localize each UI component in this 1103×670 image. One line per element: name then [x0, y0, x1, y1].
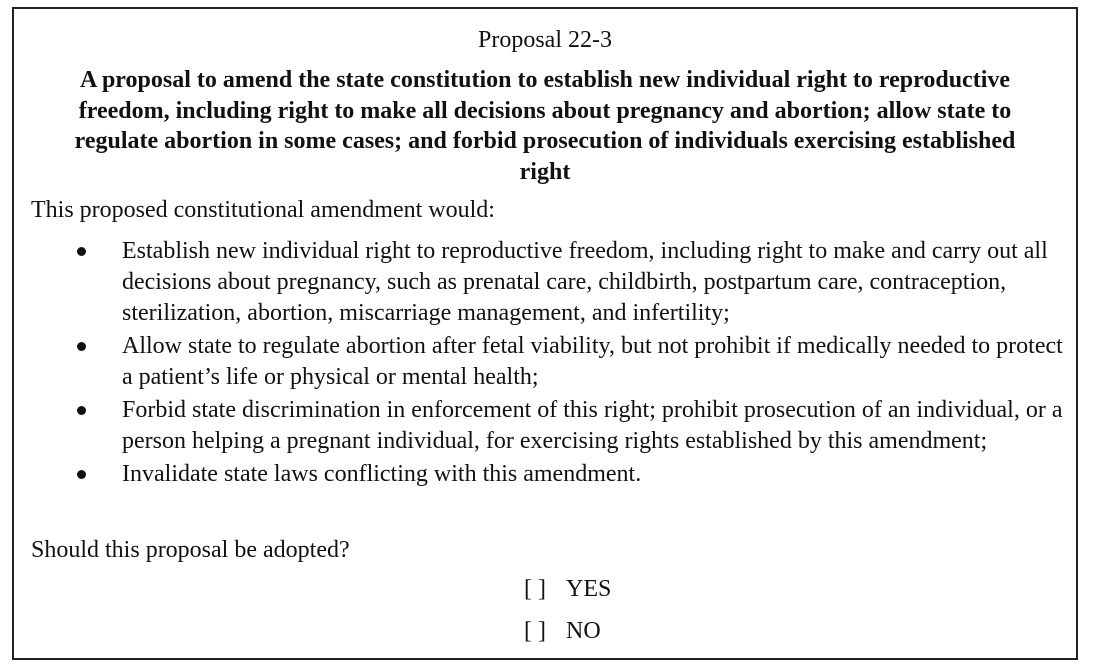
bullet-icon — [77, 406, 86, 415]
yes-label: YES — [566, 576, 612, 602]
vote-no-option[interactable] — [524, 617, 601, 645]
no-checkbox[interactable]: [ ] — [524, 618, 546, 644]
provision-text: Invalidate state laws conflicting with this amendment. — [122, 461, 642, 487]
amendment-provisions-list — [66, 236, 1066, 492]
ballot-proposal-box — [12, 7, 1078, 660]
no-label: NO — [566, 618, 601, 644]
yes-checkbox[interactable]: [ ] — [524, 576, 546, 602]
provision-list-item — [66, 331, 1066, 393]
provision-list-item — [66, 459, 1066, 490]
proposal-number: Proposal 22-3 — [478, 27, 612, 53]
provision-list-item — [66, 395, 1066, 457]
bullet-icon — [77, 247, 86, 256]
amendment-intro: This proposed constitutional amendment would: — [31, 197, 495, 223]
bullet-icon — [77, 470, 86, 479]
provision-text: Allow state to regulate abortion after fetal viability, but not prohibit if medically needed to protect a patient’s life or physical or mental health; — [122, 333, 1063, 390]
ballot-title: A proposal to amend the state constitution to establish new individual right to reproductive freedom, including right to make all decisions about pregnancy and abortion; allow state to regulate abortion in some cases; and forbid prosecution of individuals exercising established right — [74, 67, 1016, 185]
provision-text: Forbid state discrimination in enforcement of this right; prohibit prosecution of an individual, or a person helping a pregnant individual, for exercising rights established by this amendment; — [122, 397, 1063, 454]
adoption-question: Should this proposal be adopted? — [31, 537, 350, 563]
vote-yes-option[interactable] — [524, 575, 611, 603]
provision-list-item — [66, 236, 1066, 329]
provision-text: Establish new individual right to reproductive freedom, including right to make and carry out all decisions about pregnancy, such as prenatal care, childbirth, postpartum care, contraception, sterilization, abortion, miscarriage management, and infertility; — [122, 238, 1048, 326]
bullet-icon — [77, 342, 86, 351]
